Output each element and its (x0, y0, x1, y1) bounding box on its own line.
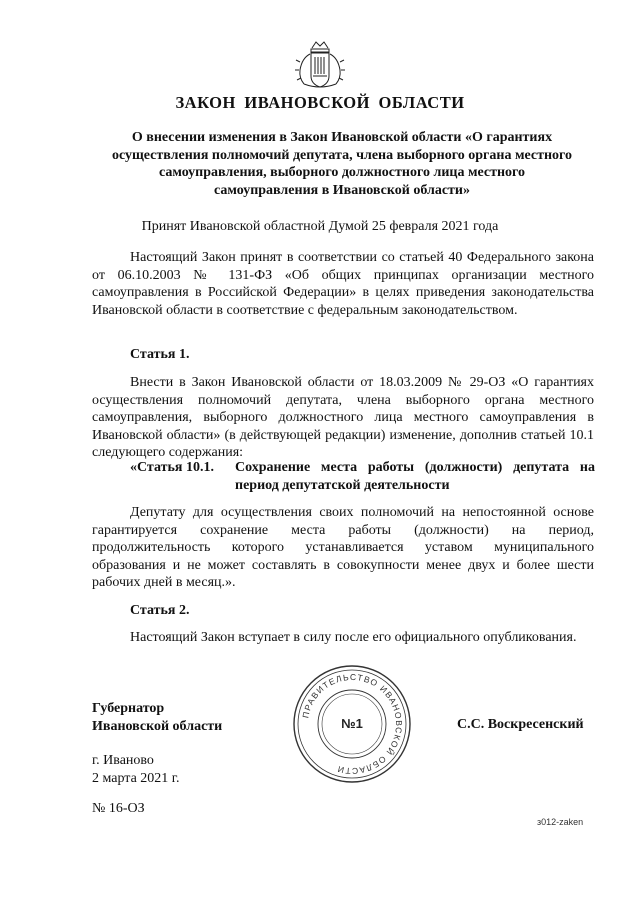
signing-date: 2 марта 2021 г. (92, 770, 180, 786)
seal-number: №1 (341, 716, 363, 731)
document-title: ЗАКОН ИВАНОВСКОЙ ОБЛАСТИ (175, 93, 465, 112)
seal-ring-text: ПРАВИТЕЛЬСТВО ИВАНОВСКОЙ ОБЛАСТИ (300, 671, 405, 777)
subtitle-line: осуществления полномочий депутата, члена выборного органа местного (111, 147, 573, 163)
signatory-name: С.С. Воскресенский (457, 717, 584, 732)
article-10-1-title: Сохранение места работы (должности) депутата на период депутатской деятельности (235, 460, 595, 493)
article-1-text: Внести в Закон Ивановской области от 18.03.2009 № 29-ОЗ «О гарантиях осуществления полномочий депутата, члена выборного органа местного самоуправления, выборного должностного лица местного самоуправления в Ивановской области» (в действующей редакции) изменение, дополнив статьей 10.1 следующего содержания: (92, 375, 594, 460)
position-line: Ивановской области (92, 719, 223, 734)
coat-of-arms-icon (294, 40, 346, 90)
adoption-note: Принят Ивановской областной Думой 25 февраля 2021 года (141, 219, 499, 234)
signatory-position (92, 700, 222, 736)
article-10-1-text: Депутату для осуществления своих полномочий на непостоянной основе гарантируется сохранение места работы (должности) на период, продолжительность которого устанавливается уставом муниципального образования и не может составлять в совокупности менее двух и более шести рабочих дней в месяц.». (92, 505, 594, 590)
article-2-text: Настоящий Закон вступает в силу после его официального опубликования. (130, 630, 577, 645)
city: г. Иваново (92, 753, 154, 768)
subtitle-line: О внесении изменения в Закон Ивановской области «О гарантиях (131, 130, 553, 145)
document-subtitle (92, 129, 592, 199)
law-number: № 16-ОЗ (92, 801, 145, 816)
subtitle-line: самоуправления в Ивановской области» (214, 182, 470, 198)
preamble-paragraph: Настоящий Закон принят в соответствии со статьей 40 Федерального закона от 06.10.2003 № 131-ФЗ «Об общих принципах организации местного самоуправления в Российской Федерации» в целях приведения законодательства Ивановской области в соответствие с федеральным законодательством. (92, 250, 594, 318)
official-seal (290, 663, 414, 785)
subtitle-line: самоуправления, выборного должностного лица местного (158, 165, 526, 180)
article-10-1-label: «Статья 10.1. (130, 460, 214, 475)
article-2-heading: Статья 2. (130, 603, 190, 618)
place-and-date (92, 752, 179, 787)
document-code: з012-zaken (537, 817, 584, 827)
position-line: Губернатор (92, 701, 165, 716)
article-1-heading: Статья 1. (130, 347, 190, 362)
